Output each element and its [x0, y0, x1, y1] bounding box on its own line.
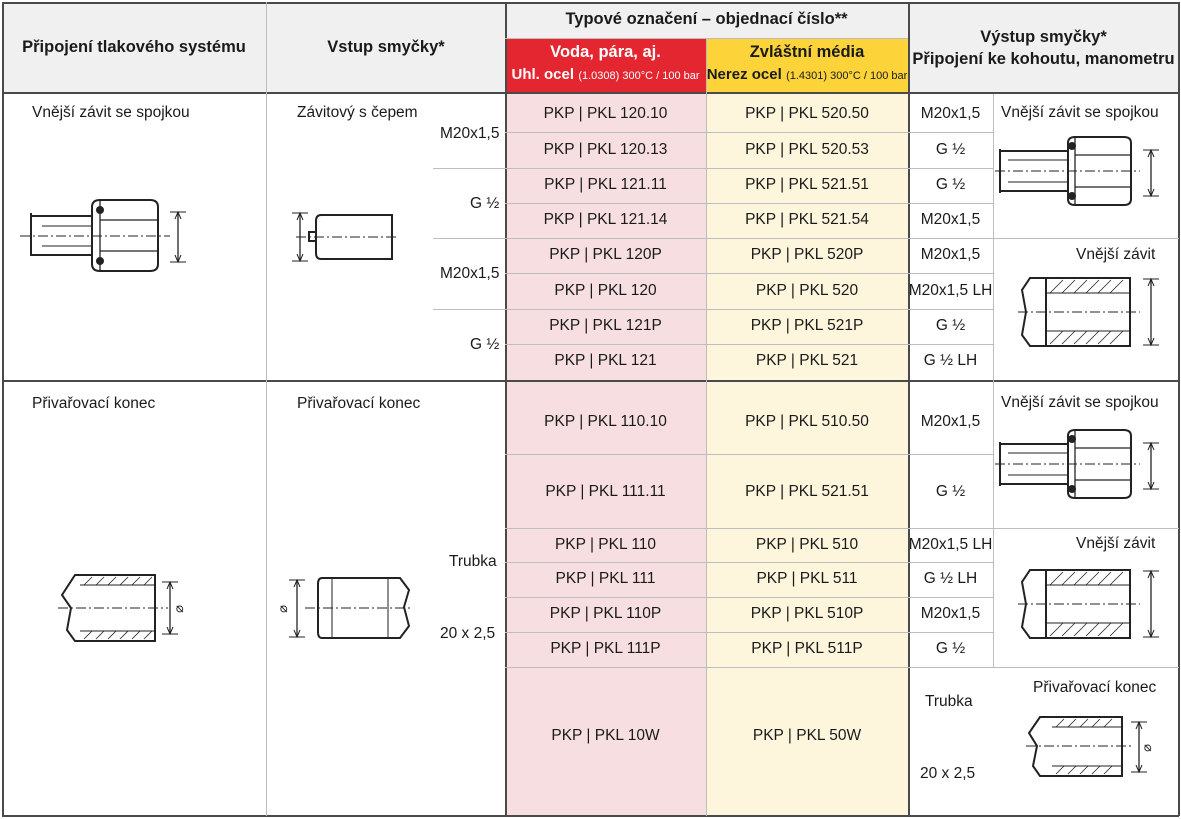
- s2-out-thread: M20x1,5: [920, 605, 981, 622]
- s1-red-code: PKP | PKL 120.13: [543, 141, 668, 158]
- s2-out-thread: G ½: [935, 640, 966, 657]
- s2-out-thread: G ½: [935, 483, 966, 500]
- outlet-weld-drawing: [1026, 717, 1147, 776]
- s2-inlet-tube-size: 20 x 2,5: [440, 625, 496, 642]
- header-yellow-material: Nerez ocel (1.4301) 300°C / 100 bar: [706, 66, 908, 83]
- s1-red-code: PKP | PKL 120.10: [543, 105, 668, 122]
- diameter-symbol: ⌀: [1138, 744, 1154, 752]
- outlet-coupling-drawing-2: [995, 430, 1159, 498]
- header-outlet-title: Výstup smyčky*: [980, 28, 1107, 46]
- s2-red-code: PKP | PKL 111: [555, 570, 656, 587]
- threaded-pin-drawing: [292, 213, 398, 261]
- s1-out-thread: M20x1,5: [920, 211, 981, 228]
- s2-out-tube-size: 20 x 2,5: [920, 765, 976, 782]
- s2-connection-label: Přivařovací konec: [32, 395, 156, 412]
- s1-red-code: PKP | PKL 121.14: [543, 211, 668, 228]
- outlet-thread-drawing-2: [1018, 570, 1159, 638]
- coupling-drawing: [20, 200, 186, 271]
- diameter-symbol: ⌀: [274, 605, 290, 613]
- s2-red-code: PKP | PKL 111P: [550, 640, 661, 657]
- s1-yel-code: PKP | PKL 520.53: [745, 141, 869, 158]
- s1-yel-code: PKP | PKL 520.50: [745, 105, 869, 122]
- header-red-title: Voda, pára, aj.: [550, 43, 661, 61]
- s1-out-thread: G ½: [935, 141, 966, 158]
- s1-out-thread: G ½: [935, 176, 966, 193]
- s1-red-code: PKP | PKL 121P: [549, 317, 662, 334]
- s2-out-thread: M20x1,5: [920, 413, 981, 430]
- s1-red-code: PKP | PKL 121.11: [544, 176, 667, 193]
- s1-out-thread: M20x1,5: [920, 246, 981, 263]
- s1-red-code: PKP | PKL 120P: [549, 246, 662, 263]
- s1-out-thread: G ½: [935, 317, 966, 334]
- s2-red-code: PKP | PKL 111.11: [545, 483, 666, 500]
- s2-out-type-weld: Přivařovací konec: [1033, 679, 1157, 696]
- s2-out-thread: G ½ LH: [923, 570, 978, 587]
- header-outlet-subtitle: Připojení ke kohoutu, manometru: [912, 50, 1175, 68]
- s1-yel-code: PKP | PKL 520: [755, 282, 859, 299]
- header-yellow-title: Zvláštní média: [749, 43, 865, 61]
- s1-out-thread: G ½ LH: [923, 352, 978, 369]
- s1-inlet-size-2: G ½: [470, 195, 500, 212]
- s2-red-code: PKP | PKL 110.10: [544, 413, 667, 430]
- weld-inlet-drawing: [289, 578, 412, 638]
- header-type-title: Typové označení – objednací číslo**: [565, 10, 848, 28]
- s2-yel-code: PKP | PKL 510P: [750, 605, 864, 622]
- s1-yel-code: PKP | PKL 521: [755, 352, 859, 369]
- s1-red-code: PKP | PKL 120: [554, 282, 657, 299]
- s1-inlet-label: Závitový s čepem: [297, 104, 418, 121]
- s1-inlet-size-1: M20x1,5: [440, 125, 500, 142]
- s2-inlet-label: Přivařovací konec: [297, 395, 421, 412]
- s2-yel-code: PKP | PKL 50W: [752, 727, 862, 744]
- outlet-coupling-drawing: [995, 137, 1159, 205]
- s1-out-thread: M20x1,5: [920, 105, 981, 122]
- s2-out-tube: Trubka: [925, 693, 973, 710]
- s2-out-thread: M20x1,5 LH: [908, 536, 993, 553]
- s2-yel-code: PKP | PKL 510.50: [745, 413, 869, 430]
- header-connection: Připojení tlakového systému: [22, 38, 246, 56]
- diameter-symbol: ⌀: [170, 605, 186, 613]
- s2-out-type-thread: Vnější závit: [1076, 535, 1156, 552]
- weld-end-drawing: [58, 575, 178, 641]
- s1-yel-code: PKP | PKL 521.54: [745, 211, 869, 228]
- s1-yel-code: PKP | PKL 520P: [750, 246, 864, 263]
- s1-inlet-size-3: M20x1,5: [440, 265, 500, 282]
- s1-red-code: PKP | PKL 121: [554, 352, 657, 369]
- s2-yel-code: PKP | PKL 511P: [751, 640, 863, 657]
- s2-red-code: PKP | PKL 10W: [551, 727, 660, 744]
- s2-red-code: PKP | PKL 110P: [549, 605, 662, 622]
- s2-inlet-tube: Trubka: [449, 553, 497, 570]
- outlet-thread-drawing: [1018, 278, 1159, 346]
- s1-yel-code: PKP | PKL 521P: [750, 317, 864, 334]
- s1-connection-label: Vnější závit se spojkou: [32, 104, 190, 121]
- s1-inlet-size-4: G ½: [470, 336, 500, 353]
- s2-out-type-coupling: Vnější závit se spojkou: [1001, 394, 1159, 411]
- s1-out-type-coupling: Vnější závit se spojkou: [1001, 104, 1159, 121]
- header-red-material: Uhl. ocel (1.0308) 300°C / 100 bar: [511, 66, 700, 83]
- s1-out-thread: M20x1,5 LH: [908, 282, 993, 299]
- s2-yel-code: PKP | PKL 521.51: [745, 483, 869, 500]
- s2-red-code: PKP | PKL 110: [554, 536, 657, 553]
- s2-yel-code: PKP | PKL 510: [755, 536, 859, 553]
- header-inlet: Vstup smyčky*: [327, 38, 445, 56]
- s1-out-type-thread: Vnější závit: [1076, 246, 1156, 263]
- s2-yel-code: PKP | PKL 511: [756, 570, 858, 587]
- s1-yel-code: PKP | PKL 521.51: [745, 176, 869, 193]
